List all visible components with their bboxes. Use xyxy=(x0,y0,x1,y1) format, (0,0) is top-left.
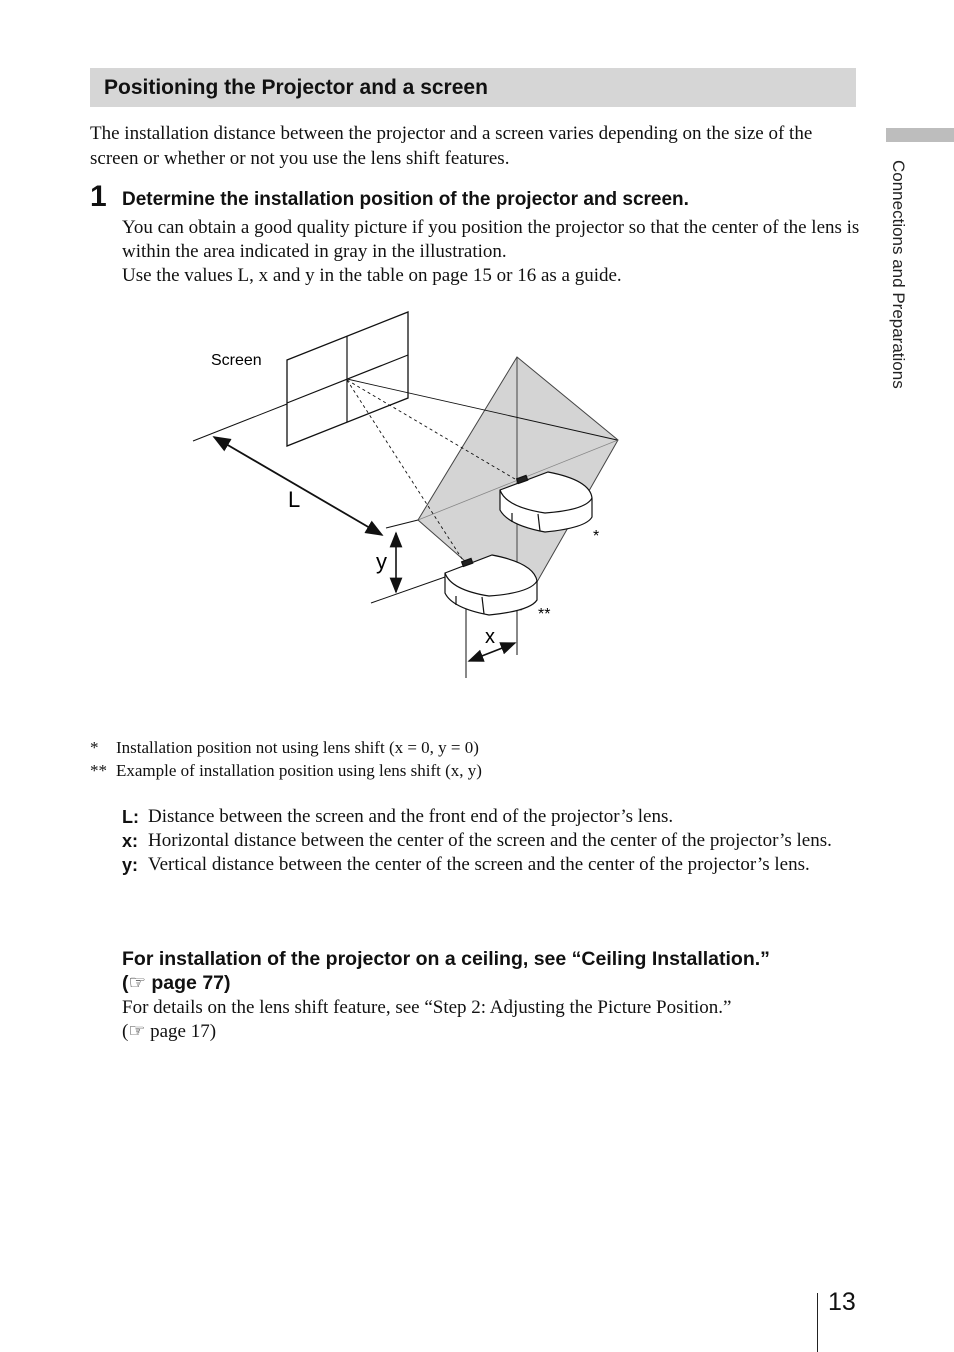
double-star: ** xyxy=(538,606,551,623)
definition-row xyxy=(122,853,862,877)
floor-line-lower xyxy=(371,577,445,603)
definition-text: Horizontal distance between the center of the screen and the center of the projector’s lens. xyxy=(148,830,832,851)
definition-row xyxy=(122,829,862,853)
single-star: * xyxy=(593,528,600,545)
l-label: L xyxy=(288,487,301,512)
ceiling-heading xyxy=(122,947,862,995)
intro-paragraph: The installation distance between the projector and a screen varies depending on the size of the screen or whether or not you use the lens shift features. xyxy=(90,123,813,169)
ceiling-body-text: For details on the lens shift feature, see “Step 2: Adjusting the Picture Position.” xyxy=(122,997,732,1018)
definition-text: Vertical distance between the center of the screen and the center of the projector’s lens. xyxy=(148,854,810,875)
floor-line-projector xyxy=(386,520,418,528)
l-dimension-arrow xyxy=(214,437,382,535)
screen-label: Screen xyxy=(211,352,262,369)
footnote-row xyxy=(90,759,482,782)
floor-line-screen xyxy=(193,404,287,441)
definition-term: x: xyxy=(122,831,139,851)
ceiling-body xyxy=(122,996,862,1044)
page-number: 13 xyxy=(828,1288,856,1316)
footnote-mark: * xyxy=(90,738,99,757)
ceiling-body-ref[interactable]: (☞ page 17) xyxy=(122,1021,217,1042)
footnotes xyxy=(90,736,482,782)
ceiling-heading-ref[interactable]: (☞ page 77) xyxy=(122,972,231,994)
footnote-row xyxy=(90,736,482,759)
step-heading: Determine the installation position of the projector and screen. xyxy=(122,189,689,210)
definition-term: L: xyxy=(122,807,139,827)
definitions-list xyxy=(122,805,862,877)
page-number-rule xyxy=(817,1293,818,1352)
step-body-line-2: Use the values L, x and y in the table on page 15 or 16 as a guide. xyxy=(122,265,622,286)
footnote-mark: ** xyxy=(90,761,107,780)
definition-row xyxy=(122,805,862,829)
footnote-text: Example of installation position using lens shift (x, y) xyxy=(116,761,482,780)
footnote-text: Installation position not using lens shift (x = 0, y = 0) xyxy=(116,738,479,757)
ceiling-heading-text: For installation of the projector on a ceiling, see “Ceiling Installation.” xyxy=(122,948,770,970)
definition-text: Distance between the screen and the front end of the projector’s lens. xyxy=(148,806,674,827)
chapter-label: Connections and Preparations xyxy=(889,160,908,389)
step-number: 1 xyxy=(90,180,107,213)
y-label: y xyxy=(376,549,387,574)
definition-term: y: xyxy=(122,855,139,875)
x-label: x xyxy=(485,626,495,648)
section-title: Positioning the Projector and a screen xyxy=(104,76,488,99)
step-body-line-1: You can obtain a good quality picture if you position the projector so that the center of the lens is within the area indicated in gray in the illustration. xyxy=(122,217,860,262)
